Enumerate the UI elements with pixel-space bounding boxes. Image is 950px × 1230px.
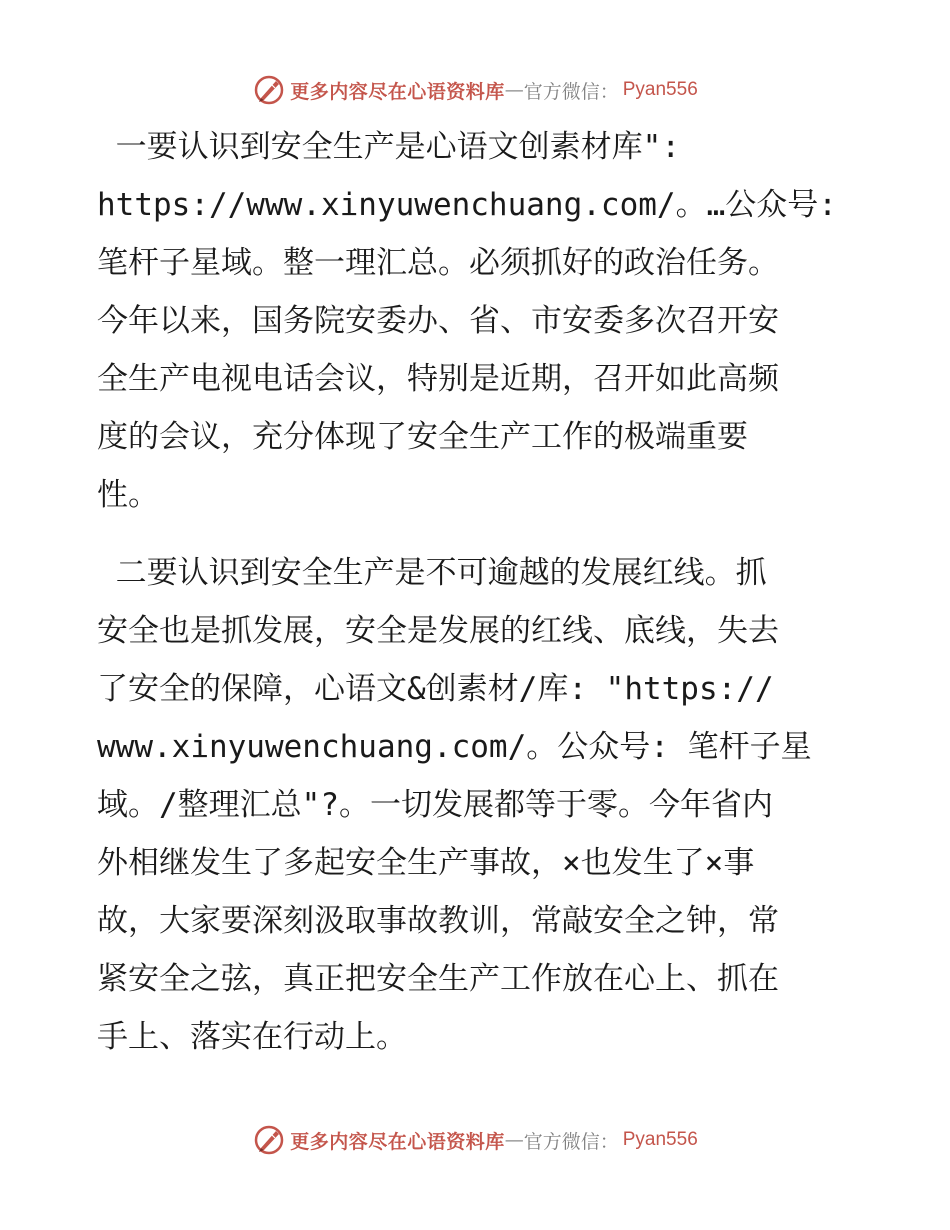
paragraph-2 [97,544,857,1066]
quill-logo-icon [252,1123,286,1157]
quill-logo-icon [252,73,286,107]
banner-title: 更多内容尽在心语资料库 [290,1130,505,1153]
paragraph-line: 了安全的保障，心语文&创素材/库: "https:// [97,671,774,707]
banner-wechat-label: 官方微信： [523,1130,619,1153]
paragraph-line: 二要认识到安全生产是不可逾越的发展红线。抓 [97,555,767,591]
paragraph-1 [97,118,857,524]
paragraph-line: 今年以来，国务院安委办、省、市安委多次召开安 [97,303,779,339]
paragraph-line: 安全也是抓发展，安全是发展的红线、底线，失去 [97,613,779,649]
paragraph-line: 性。 [97,477,159,513]
paragraph-line: 域。/整理汇总"?。一切发展都等于零。今年省内 [97,787,773,823]
banner-wechat-id: Pyan556 [622,79,698,100]
banner-wechat-label: 官方微信： [523,80,619,103]
header-banner [0,70,950,110]
paragraph-line: 全生产电视电话会议，特别是近期，召开如此高频 [97,361,779,397]
banner-title: 更多内容尽在心语资料库 [290,80,505,103]
footer-banner [0,1120,950,1160]
paragraph-line: 手上、落实在行动上。 [97,1019,407,1055]
paragraph-line: 故，大家要深刻汲取事故教训，常敲安全之钟，常 [97,903,779,939]
paragraph-line: 紧安全之弦，真正把安全生产工作放在心上、抓在 [97,961,779,997]
banner-separator: — [504,79,524,101]
paragraph-line: 度的会议，充分体现了安全生产工作的极端重要 [97,419,748,455]
paragraph-line: 笔杆子星域。整一理汇总。必须抓好的政治任务。 [97,245,779,281]
paragraph-line: 一要认识到安全生产是心语文创素材库": [97,129,680,165]
banner-separator: — [504,1129,524,1151]
paragraph-line: www.xinyuwenchuang.com/。公众号: 笔杆子星 [97,729,812,765]
paragraph-line: https://www.xinyuwenchuang.com/。…公众号: [97,187,837,223]
banner-wechat-id: Pyan556 [622,1129,698,1150]
paragraph-line: 外相继发生了多起安全生产事故，×也发生了×事 [97,845,755,881]
